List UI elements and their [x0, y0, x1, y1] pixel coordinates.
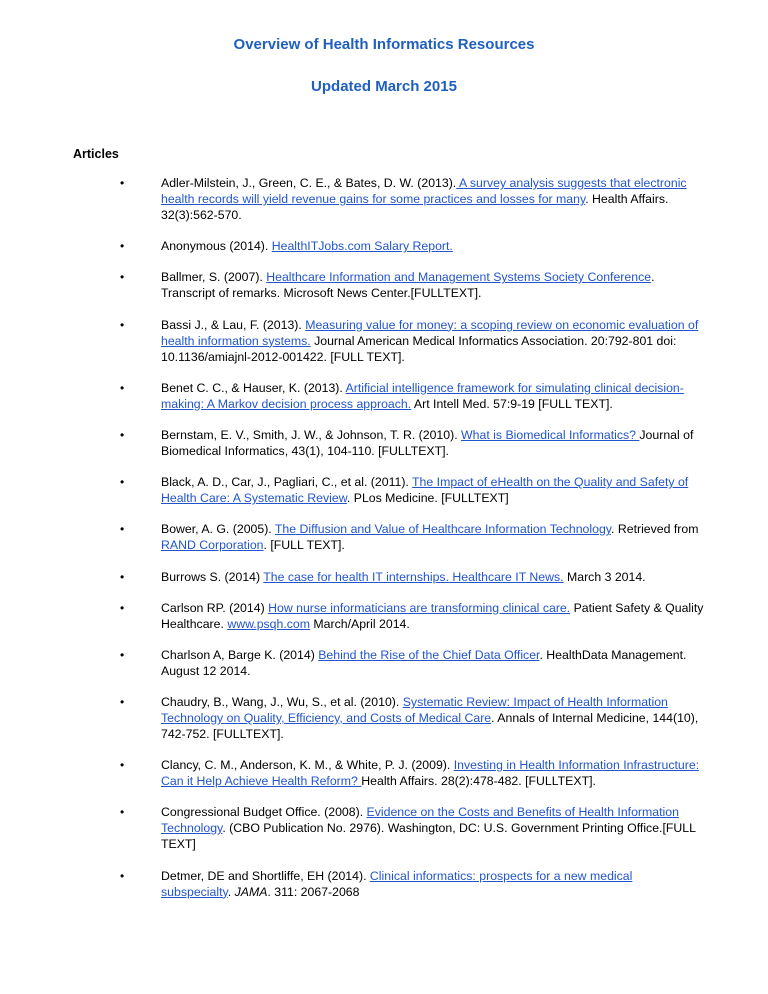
reference-text: Bernstam, E. V., Smith, J. W., & Johnson, T. R. (2010). [161, 427, 462, 442]
reference-item [120, 474, 705, 506]
bullet-icon: • [120, 270, 125, 285]
reference-link[interactable]: Clinical informatics: prospects for a new medical subspecialty [161, 868, 633, 899]
bullet-icon: • [120, 600, 125, 615]
bullet-icon: • [120, 758, 125, 773]
reference-text: . HealthData Management. August 12 2014. [161, 647, 687, 678]
reference-item [120, 600, 705, 632]
reference-link[interactable]: The Impact of eHealth on the Quality and Safety of Health Care: A Systematic Review [161, 475, 689, 506]
reference-link[interactable]: Systematic Review: Impact of Health Information Technology on Quality, Efficiency, and Costs of Medical Care [161, 695, 668, 726]
reference-item [120, 175, 705, 223]
bullet-icon: • [120, 239, 125, 254]
reference-text: Bassi J., & Lau, F. (2013). [161, 317, 306, 332]
reference-link[interactable]: Healthcare Information and Management Systems Society Conference [266, 270, 652, 285]
reference-text: . Annals of Internal Medicine, 144(10), 742-752. [FULLTEXT]. [161, 711, 699, 742]
bullet-icon: • [120, 176, 125, 190]
bullet-icon: • [120, 569, 125, 584]
reference-text: . Retrieved from [611, 522, 699, 537]
bullet-icon: • [120, 805, 125, 820]
reference-link[interactable]: Investing in Health Information Infrastructure: Can it Help Achieve Health Reform? [161, 758, 700, 789]
reference-text: Benet C. C., & Hauser, K. (2013). [161, 380, 346, 395]
reference-link[interactable]: Measuring value for money: a scoping review on economic evaluation of health information systems. [161, 317, 699, 348]
reference-text: . [227, 884, 232, 899]
bullet-icon: • [120, 647, 125, 662]
page-subtitle: Updated March 2015 [311, 78, 457, 95]
reference-list [120, 175, 705, 915]
section-heading-articles: Articles [73, 147, 119, 161]
reference-text: Black, A. D., Car, J., Pagliari, C., et al. (2011). [161, 475, 413, 490]
reference-link[interactable]: HealthITJobs.com Salary Report. [271, 239, 453, 254]
reference-link[interactable]: Artificial intelligence framework for simulating clinical decision-making: A Markov decision process approach. [161, 380, 684, 411]
reference-link[interactable]: Behind the Rise of the Chief Data Officer [318, 647, 540, 662]
reference-link[interactable]: A survey analysis suggests that electronic health records will yield revenue gains for some practices and losses for many [161, 176, 687, 206]
reference-item [120, 868, 705, 900]
reference-item [120, 238, 705, 254]
bullet-icon: • [120, 868, 125, 883]
reference-text: Journal American Medical Informatics Association. 20:792-801 doi: 10.1136/amiajnl-2012-001422. [FULL TEXT]. [161, 333, 677, 364]
reference-text: . [FULL TEXT]. [263, 538, 345, 553]
reference-text: . PLos Medicine. [FULLTEXT] [346, 491, 509, 506]
reference-text: . Health Affairs. 32(3):562-570. [161, 192, 669, 222]
reference-text: Detmer, DE and Shortliffe, EH (2014). [161, 868, 370, 883]
reference-text: Burrows S. (2014) [161, 569, 264, 584]
reference-item [120, 427, 705, 459]
reference-item [120, 521, 705, 553]
reference-text: . 311: 2067-2068 [267, 884, 360, 899]
reference-link[interactable]: How nurse informaticians are transforming clinical care. [268, 600, 571, 615]
journal-name: JAMA [234, 884, 268, 899]
reference-text: March 3 2014. [563, 569, 646, 584]
reference-item [120, 317, 705, 365]
reference-text: March/April 2014. [310, 616, 410, 631]
reference-text: Anonymous (2014). [161, 239, 272, 254]
reference-item [120, 694, 705, 742]
reference-text: Adler-Milstein, J., Green, C. E., & Bates, D. W. (2013). [161, 176, 457, 190]
bullet-icon: • [120, 427, 125, 442]
reference-item [120, 804, 705, 852]
bullet-icon: • [120, 317, 125, 332]
reference-item [120, 380, 705, 412]
reference-link[interactable]: The case for health IT internships. Healthcare IT News. [263, 569, 564, 584]
reference-text: . (CBO Publication No. 2976). Washington, DC: U.S. Government Printing Office.[FULL TEXT] [161, 821, 696, 852]
reference-link[interactable]: Evidence on the Costs and Benefits of Health Information Technology [161, 805, 679, 836]
page-title: Overview of Health Informatics Resources [233, 36, 535, 53]
reference-item [120, 569, 705, 585]
reference-text: Charlson A, Barge K. (2014) [161, 647, 319, 662]
bullet-icon: • [120, 522, 125, 537]
reference-text: Chaudry, B., Wang, J., Wu, S., et al. (2010). [161, 695, 403, 710]
reference-text: Art Intell Med. 57:9-19 [FULL TEXT]. [411, 396, 613, 411]
reference-link[interactable]: www.psqh.com [227, 616, 311, 631]
reference-item [120, 269, 705, 301]
reference-text: Carlson RP. (2014) [161, 600, 269, 615]
bullet-icon: • [120, 475, 125, 490]
bullet-icon: • [120, 695, 125, 710]
reference-text: . Transcript of remarks. Microsoft News Center.[FULLTEXT]. [161, 270, 655, 301]
reference-text: Health Affairs. 28(2):478-482. [FULLTEXT]. [361, 774, 596, 789]
reference-text: Bower, A. G. (2005). [161, 522, 275, 537]
reference-text: Clancy, C. M., Anderson, K. M., & White, P. J. (2009). [161, 758, 454, 773]
reference-text: Patient Safety & Quality Healthcare. [161, 600, 704, 631]
reference-text: Congressional Budget Office. (2008). [161, 805, 367, 820]
reference-item [120, 757, 705, 789]
bullet-icon: • [120, 380, 125, 395]
reference-text: Ballmer, S. (2007). [161, 270, 267, 285]
reference-text: Journal of Biomedical Informatics, 43(1), 104-110. [FULLTEXT]. [161, 427, 694, 458]
reference-link[interactable]: RAND Corporation [161, 538, 264, 553]
reference-item [120, 647, 705, 679]
reference-link[interactable]: What is Biomedical Informatics? [461, 427, 640, 442]
reference-link[interactable]: The Diffusion and Value of Healthcare Information Technology [274, 522, 612, 537]
